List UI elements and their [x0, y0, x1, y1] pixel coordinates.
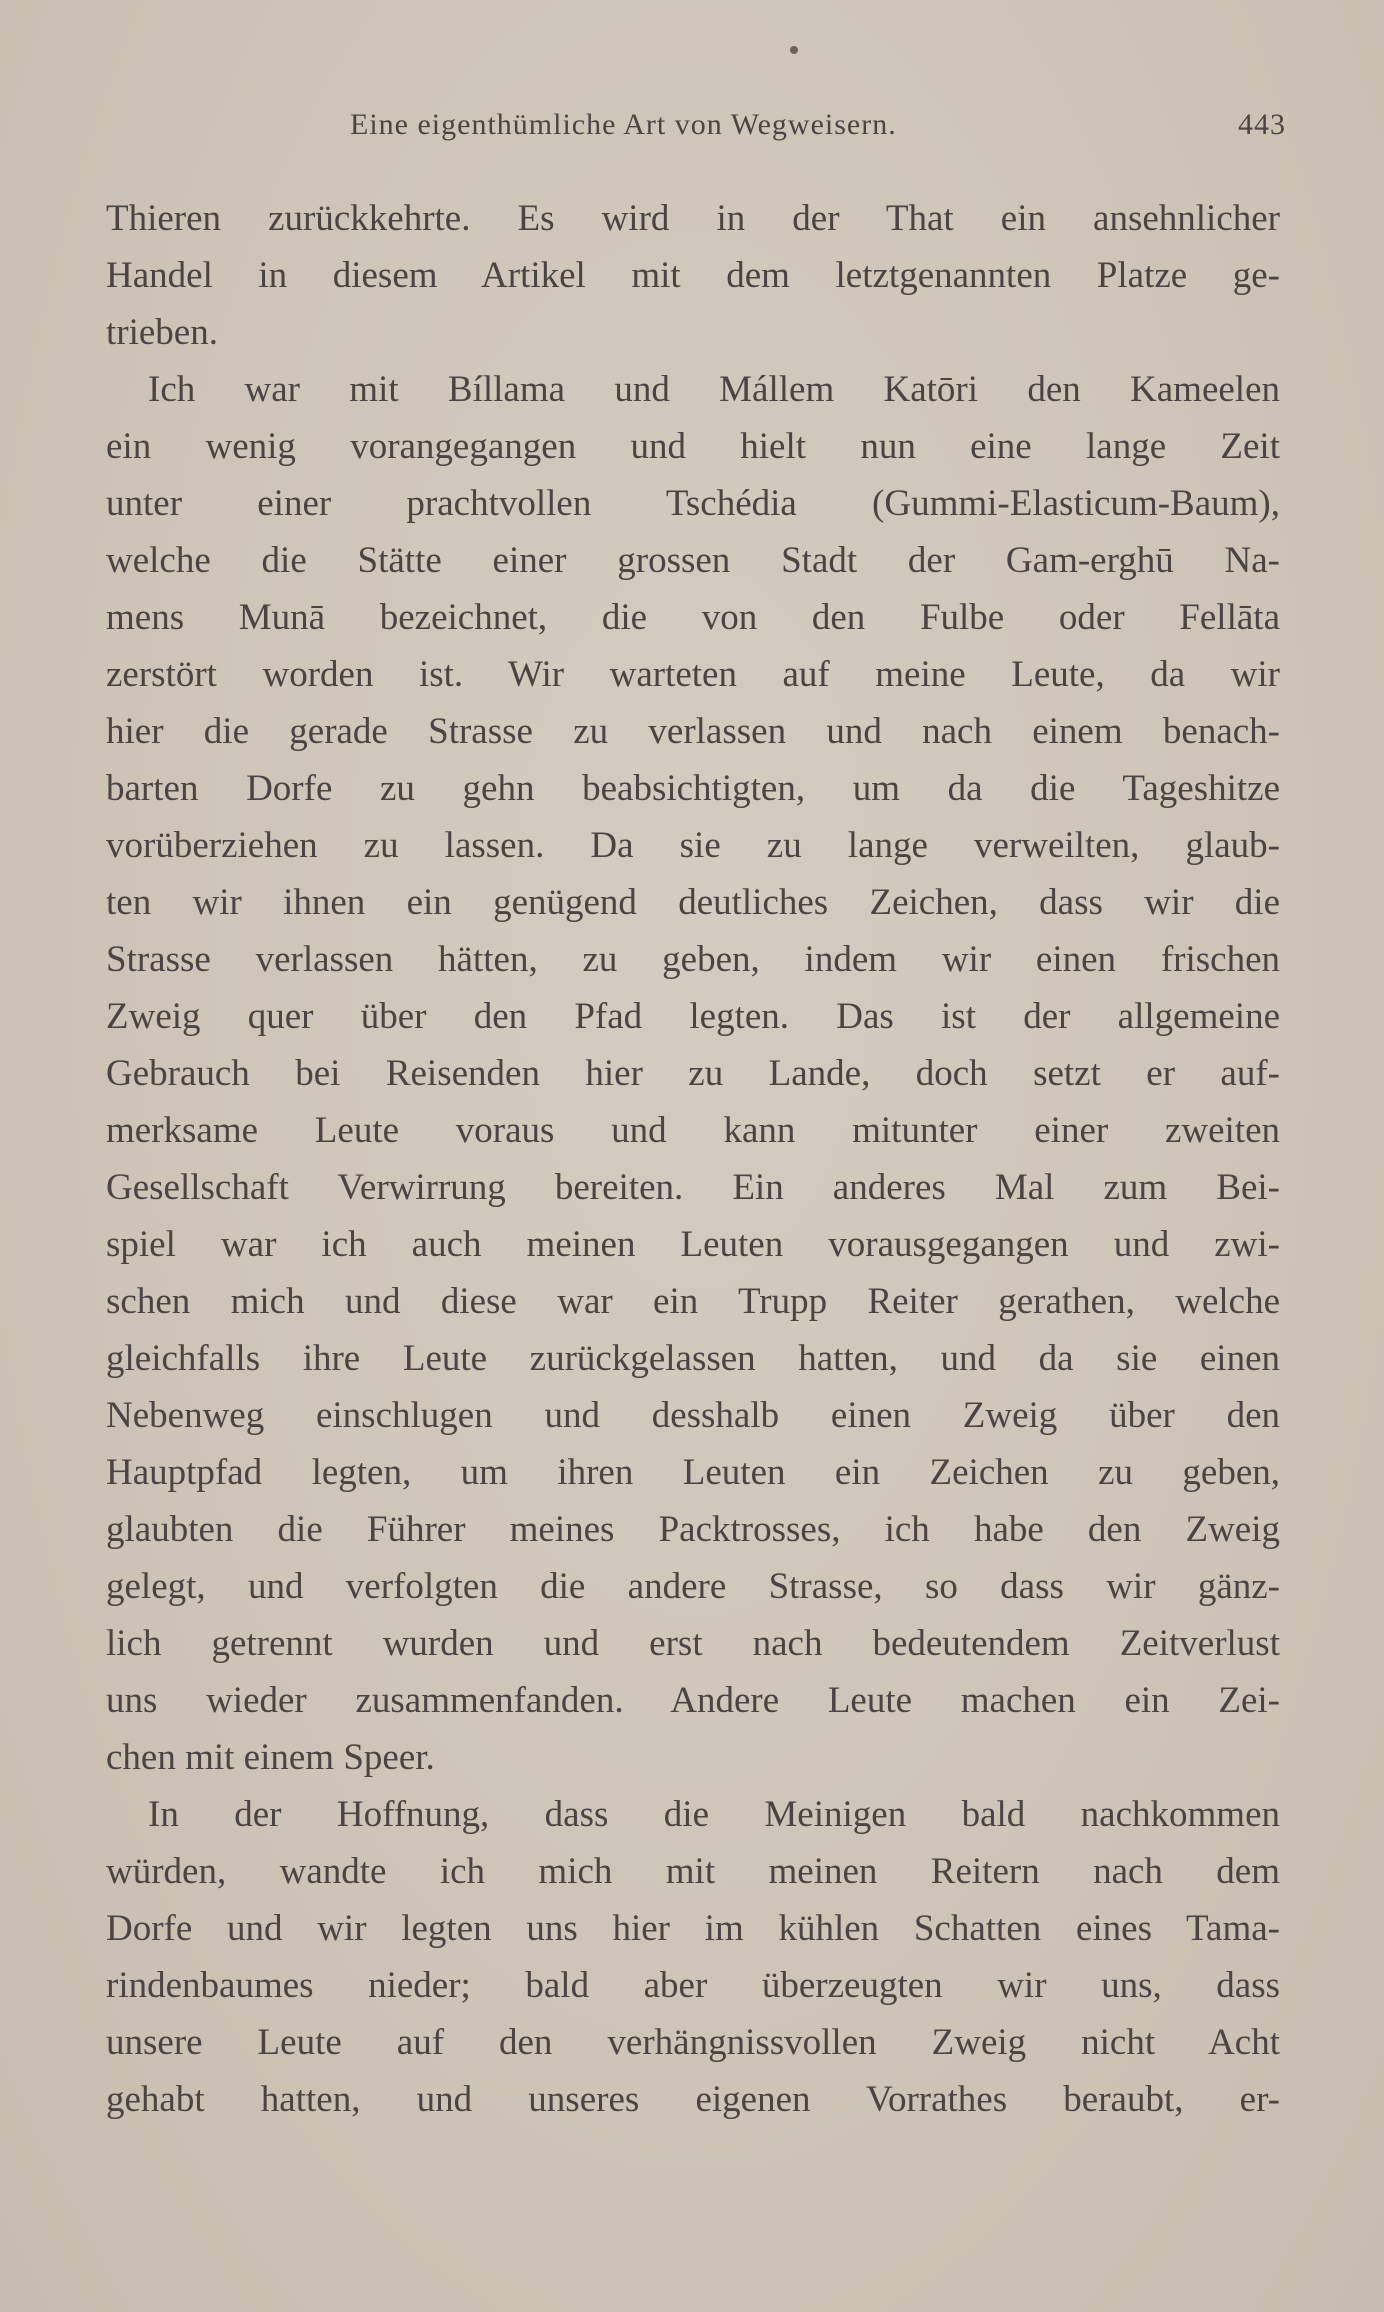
text-line: spiel war ich auch meinen Leuten vorausgegangen und zwi-	[106, 1224, 1280, 1265]
text-line: gleichfalls ihre Leute zurückgelassen hatten, und da sie einen	[106, 1338, 1280, 1379]
text-line: gehabt hatten, und unseres eigenen Vorrathes beraubt, er-	[106, 2079, 1280, 2120]
text-line: rindenbaumes nieder; bald aber überzeugten wir uns, dass	[106, 1965, 1280, 2006]
text-line: barten Dorfe zu gehn beabsichtigten, um da die Tageshitze	[106, 768, 1280, 809]
text-line: unter einer prachtvollen Tschédia (Gummi-Elasticum-Baum),	[106, 483, 1280, 524]
text-line: würden, wandte ich mich mit meinen Reitern nach dem	[106, 1851, 1280, 1892]
text-line: schen mich und diese war ein Trupp Reiter gerathen, welche	[106, 1281, 1280, 1322]
text-line: lich getrennt wurden und erst nach bedeutendem Zeitverlust	[106, 1623, 1280, 1664]
text-line: Gebrauch bei Reisenden hier zu Lande, doch setzt er auf-	[106, 1053, 1280, 1094]
text-line: Strasse verlassen hätten, zu geben, indem wir einen frischen	[106, 939, 1280, 980]
text-line: In der Hoffnung, dass die Meinigen bald nachkommen	[148, 1794, 1280, 1835]
text-line: trieben.	[106, 312, 218, 353]
text-line: Ich war mit Bíllama und Mállem Katōri den Kameelen	[148, 369, 1280, 410]
text-line: zerstört worden ist. Wir warteten auf meine Leute, da wir	[106, 654, 1280, 695]
page-number: 443	[1238, 108, 1286, 141]
running-header	[106, 108, 1286, 148]
running-title: Eine eigenthümliche Art von Wegweisern.	[350, 108, 897, 141]
text-line: uns wieder zusammenfanden. Andere Leute machen ein Zei-	[106, 1680, 1280, 1721]
body-text	[106, 190, 1280, 2128]
text-line: vorüberziehen zu lassen. Da sie zu lange verweilten, glaub-	[106, 825, 1280, 866]
text-line: hier die gerade Strasse zu verlassen und nach einem benach-	[106, 711, 1280, 752]
text-line: mens Munā bezeichnet, die von den Fulbe oder Fellāta	[106, 597, 1280, 638]
text-line: Gesellschaft Verwirrung bereiten. Ein anderes Mal zum Bei-	[106, 1167, 1280, 1208]
text-line: Nebenweg einschlugen und desshalb einen Zweig über den	[106, 1395, 1280, 1436]
text-line: glaubten die Führer meines Packtrosses, ich habe den Zweig	[106, 1509, 1280, 1550]
text-line: Hauptpfad legten, um ihren Leuten ein Zeichen zu geben,	[106, 1452, 1280, 1493]
text-line: welche die Stätte einer grossen Stadt der Gam-erghū Na-	[106, 540, 1280, 581]
text-line: Zweig quer über den Pfad legten. Das ist der allgemeine	[106, 996, 1280, 1037]
text-line: Handel in diesem Artikel mit dem letztgenannten Platze ge-	[106, 255, 1280, 296]
text-line: unsere Leute auf den verhängnissvollen Zweig nicht Acht	[106, 2022, 1280, 2063]
text-line: Thieren zurückkehrte. Es wird in der That ein ansehnlicher	[106, 198, 1280, 239]
text-line: chen mit einem Speer.	[106, 1737, 435, 1778]
ink-speck	[790, 46, 798, 54]
text-line: merksame Leute voraus und kann mitunter einer zweiten	[106, 1110, 1280, 1151]
text-line: gelegt, und verfolgten die andere Strasse, so dass wir gänz-	[106, 1566, 1280, 1607]
text-line: Dorfe und wir legten uns hier im kühlen Schatten eines Tama-	[106, 1908, 1280, 1949]
text-line: ten wir ihnen ein genügend deutliches Zeichen, dass wir die	[106, 882, 1280, 923]
text-line: ein wenig vorangegangen und hielt nun eine lange Zeit	[106, 426, 1280, 467]
